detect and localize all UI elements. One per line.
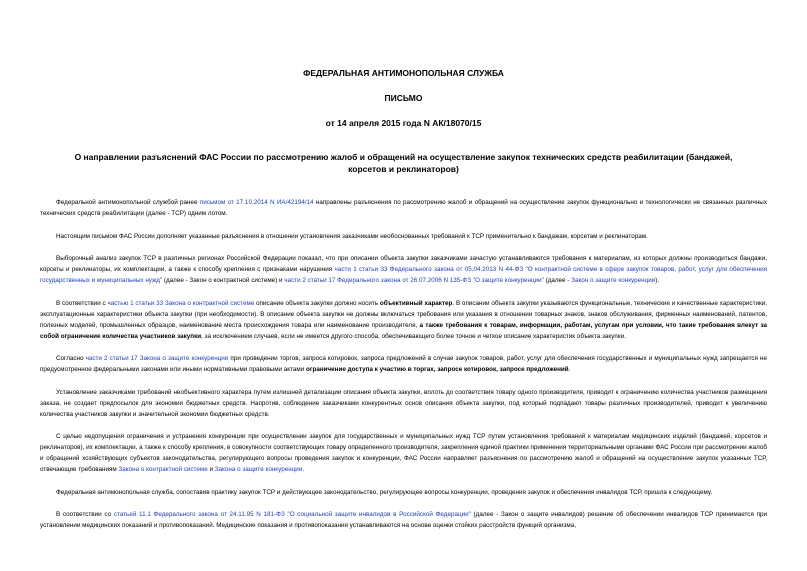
link-135fz-article-17[interactable]: части 2 статьи 17 Федерального закона от 26.07.2006 N 135-ФЗ "О защите конкуренции" [284,277,544,284]
text: С целью недопущения ограничения и устранения конкуренции при осуществлении закупок для государственных и муниципальных нужд ТСР путем установления требований к материалам медицинских изделий (бандажей, корсетов и реклинаторов), их комплектации, а также к способу крепления, в совокупности соответствующих товару определенного производителя, закрепления единой практики применения территориальными органами ФАС России при рассмотрении жалоб и обращений хозяйствующих субъектов законодательства, регулирующего вопросы проведения закупок и конкуренции, ФАС России направляет разъяснения по рассмотрению жалоб и обращений на осуществление закупок указанных ТСР, отвечающие требованиям [40,433,767,473]
text: направлены разъяснения по рассмотрению жалоб и обращений на осуществление закупок функционально и технологически не связанных различных технических средств реабилитации (далее - ТСР) одним лотом. [40,199,767,217]
text: и [207,466,215,473]
text: ). [655,277,660,284]
document-type: ПИСЬМО [384,93,423,103]
text: . [302,466,305,473]
paragraph-9 [40,509,767,531]
agency-name: ФЕДЕРАЛЬНАЯ АНТИМОНОПОЛЬНАЯ СЛУЖБА [303,68,504,78]
bold-text: ограничение доступа к участию в торгах, запросе котировок, запросе предложений [306,366,569,373]
link-44fz-article-33[interactable]: части 1 статьи 33 Федерального закона от 05.04.2013 N 44-ФЗ "О контрактной системе в сфере закупок товаров, работ, услуг для обеспечения государственных и муниципальных нужд" [40,266,767,284]
text: . В описании объекта закупки указываются функциональные, технические и качественные характеристики, эксплуатационные характеристики объекта закупки (при необходимости). В описание объекта закупки не должны включаться требования или указания в отношении товарных знаков, знаков обслуживания, фирменных наименований, патентов, полезных моделей, промышленных образцов, наименование места происхождения товара или наименование производителя, [40,299,767,329]
text: Настоящим письмом ФАС России дополняет указанные разъяснения в отношении установления заказчиками необоснованных требований к ТСР применительно к бандажам, корсетам и реклинаторам. [56,232,648,240]
text: , за исключением случаев, если не имеется другого способа, обеспечивающего более точное и четкое описание характеристик объекта закупки. [201,332,626,340]
text: (далее - [543,277,572,284]
paragraph-5 [40,353,767,375]
text: Согласно [56,355,86,362]
link-contract-system-law[interactable]: Закона о контрактной системе [118,466,208,473]
paragraph-4 [40,298,767,342]
link-article-33-part-1[interactable]: частью 1 статьи 33 Закона о контрактной системе [107,299,255,307]
link-181fz-article-11-1[interactable]: статьей 11.1 Федерального закона от 24.11.95 N 181-ФЗ "О социальной защите инвалидов в Российской Федерации" [113,511,471,518]
paragraph-7 [40,431,767,475]
text: Федеральной антимонопольной службой ранее [56,199,200,206]
text: . [568,366,571,373]
bold-text: а также требования к товарам, информации, работам, услугам при условии, что такие требования влекут за собой ограничение количества участников закупки [40,321,767,340]
text: Установление заказчиками требований необъективного характера путем излишней детализации описания объекта закупки, вплоть до соответствия товару одного производителя, приводит к ограничению количества участников размещения заказа, не создает предпосылок для экономии бюджетных средств. Напротив, соблюдение заказчиками конкурентных основ описания объекта закупки, под который подпадают товары различных производителей, приводит к увеличению количества участников закупки и значительной экономии бюджетных средств. [40,388,767,418]
bold-text: объективный характер [379,299,453,307]
link-competition-law[interactable]: Закон о защите конкуренции [571,277,656,284]
paragraph-2 [40,231,767,242]
document-date-number: от 14 апреля 2015 года N АК/18070/15 [325,118,482,128]
text: В соответствии с [56,299,108,307]
link-article-17-part-2[interactable]: части 2 статьи 17 Закона о защите конкуренции [85,355,229,362]
paragraph-8 [40,487,767,498]
document-body [40,197,767,531]
link-letter-ia-42194[interactable]: письмом от 17.10.2014 N ИА/42194/14 [199,199,314,206]
text: (далее - Закон о контрактной системе) и [162,277,285,284]
link-competition-law[interactable]: Закона о защите конкуренции [214,466,303,473]
text: Федеральная антимонопольная служба, сопоставив практику закупок ТСР и действующее законодательство, регулирующее вопросы конкуренции, проведения закупок и обеспечения инвалидов ТСР, пришла к следующему. [56,488,713,496]
paragraph-3 [40,253,767,286]
text: В соответствии со [56,511,114,518]
paragraph-6 [40,387,767,420]
text: Выборочный анализ закупок ТСР в различных регионах Российской Федерации показал, что при описании объекта закупки заказчиками зачастую устанавливаются требования к материалам, из которых должны производиться бандажи, корсеты и реклинаторы, их комплектации, а также к способу крепления с признаками нарушения [40,255,767,273]
document-title: О направлении разъяснений ФАС России по рассмотрению жалоб и обращений на осуществление закупок технических средств реабилитации (бандажей, корсетов и реклинаторов) [74,152,733,174]
text: (далее - Закон о защите инвалидов) решение об обеспечении инвалидов ТСР принимается при установлении медицинских показаний и противопоказаний. Медицинские показания и противопоказания устанавливаются на основе оценки стойких расстройств функций организма, [40,511,767,529]
text: описание объекта закупки должно носить [254,299,380,307]
text: при проведении торгов, запроса котировок, запроса предложений в случае закупок товаров, работ, услуг для обеспечения государственных и муниципальных нужд запрещается не предусмотренное федеральными законами или иными нормативными правовыми актами [40,355,767,373]
paragraph-1 [40,197,767,219]
